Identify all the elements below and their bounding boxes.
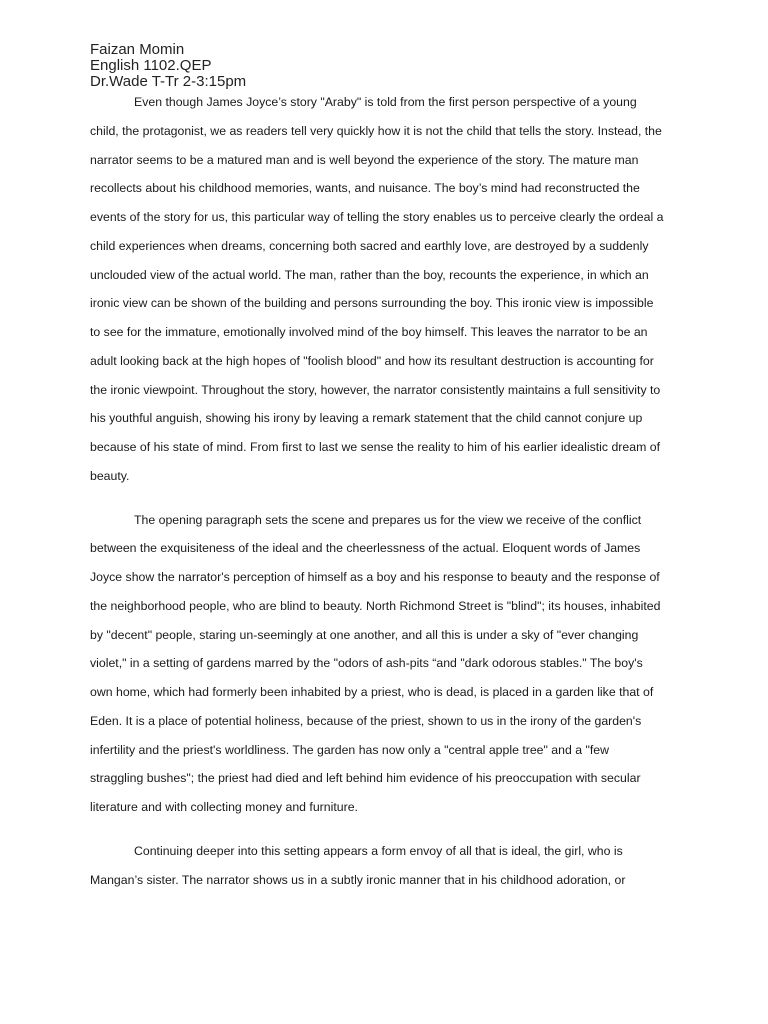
- text-line: literature and with collecting money and furniture.: [90, 800, 358, 814]
- instructor-line: Dr.Wade T-Tr 2-3:15pm: [90, 73, 247, 90]
- course-name: English 1102.QEP: [90, 57, 212, 74]
- text-line: the ironic viewpoint. Throughout the story, however, the narrator consistently maintains a full sensitivity to: [90, 382, 661, 397]
- text-line: violet," in a setting of gardens marred by the "odors of ash-pits “and "dark odorous stables." The boy's: [90, 656, 643, 671]
- paragraph-gap: [90, 491, 690, 506]
- text-line: straggling bushes"; the priest had died and left behind him evidence of his preoccupation with secular: [90, 771, 641, 786]
- text-line: child experiences when dreams, concerning both sacred and earthly love, are destroyed by a suddenly: [90, 238, 649, 253]
- text-line: unclouded view of the actual world. The man, rather than the boy, recounts the experience, in which an: [90, 267, 649, 282]
- text-line: narrator seems to be a matured man and is well beyond the experience of the story. The mature man: [90, 152, 639, 167]
- paragraph: [90, 88, 690, 491]
- text-line: between the exquisiteness of the ideal and the cheerlessness of the actual. Eloquent words of James: [90, 541, 641, 556]
- document-header: [90, 42, 246, 90]
- text-line: Continuing deeper into this setting appears a form envoy of all that is ideal, the girl, who is: [134, 843, 623, 858]
- paragraph: [90, 506, 690, 822]
- author-name: Faizan Momin: [90, 41, 185, 58]
- text-line: Joyce show the narrator's perception of himself as a boy and his response to beauty and the response of: [90, 570, 660, 584]
- text-line: the neighborhood people, who are blind to beauty. North Richmond Street is "blind"; its houses, inhabited: [90, 598, 661, 613]
- text-line: his youthful anguish, showing his irony by leaving a remark statement that the child cannot conjure up: [90, 411, 643, 426]
- text-line: ironic view can be shown of the building and persons surrounding the boy. This ironic view is impossible: [90, 296, 654, 311]
- essay-body: [90, 88, 690, 894]
- text-line: infertility and the priest's worldliness. The garden has now only a "central apple tree" and a "few: [90, 742, 609, 757]
- text-line: The opening paragraph sets the scene and prepares us for the view we receive of the conflict: [134, 512, 642, 527]
- text-line: to see for the immature, emotionally involved mind of the boy himself. This leaves the narrator to be an: [90, 325, 648, 339]
- text-line: by "decent" people, staring un-seemingly at one another, and all this is under a sky of "ever changing: [90, 627, 639, 642]
- text-line: adult looking back at the high hopes of "foolish blood" and how its resultant destruction is accounting for: [90, 353, 654, 368]
- text-line: recollects about his childhood memories, wants, and nuisance. The boy’s mind had reconstructed the: [90, 181, 640, 196]
- text-line: Eden. It is a place of potential holiness, because of the priest, shown to us in the irony of the garden's: [90, 713, 642, 728]
- text-line: because of his state of mind. From first to last we sense the reality to him of his earlier idealistic dream of: [90, 440, 660, 454]
- text-line: beauty.: [90, 468, 130, 483]
- text-line: events of the story for us, this particular way of telling the story enables us to perceive clearly the ordeal a: [90, 210, 664, 224]
- text-line: Even though James Joyce’s story "Araby" is told from the first person perspective of a young: [134, 95, 637, 109]
- paragraph: [90, 837, 690, 895]
- text-line: child, the protagonist, we as readers tell very quickly how it is not the child that tells the story. Instead, the: [90, 123, 662, 138]
- text-line: Mangan’s sister. The narrator shows us in a subtly ironic manner that in his childhood adoration, or: [90, 872, 626, 887]
- paragraph-gap: [90, 822, 690, 837]
- text-line: own home, which had formerly been inhabited by a priest, who is dead, is placed in a garden like that of: [90, 685, 654, 699]
